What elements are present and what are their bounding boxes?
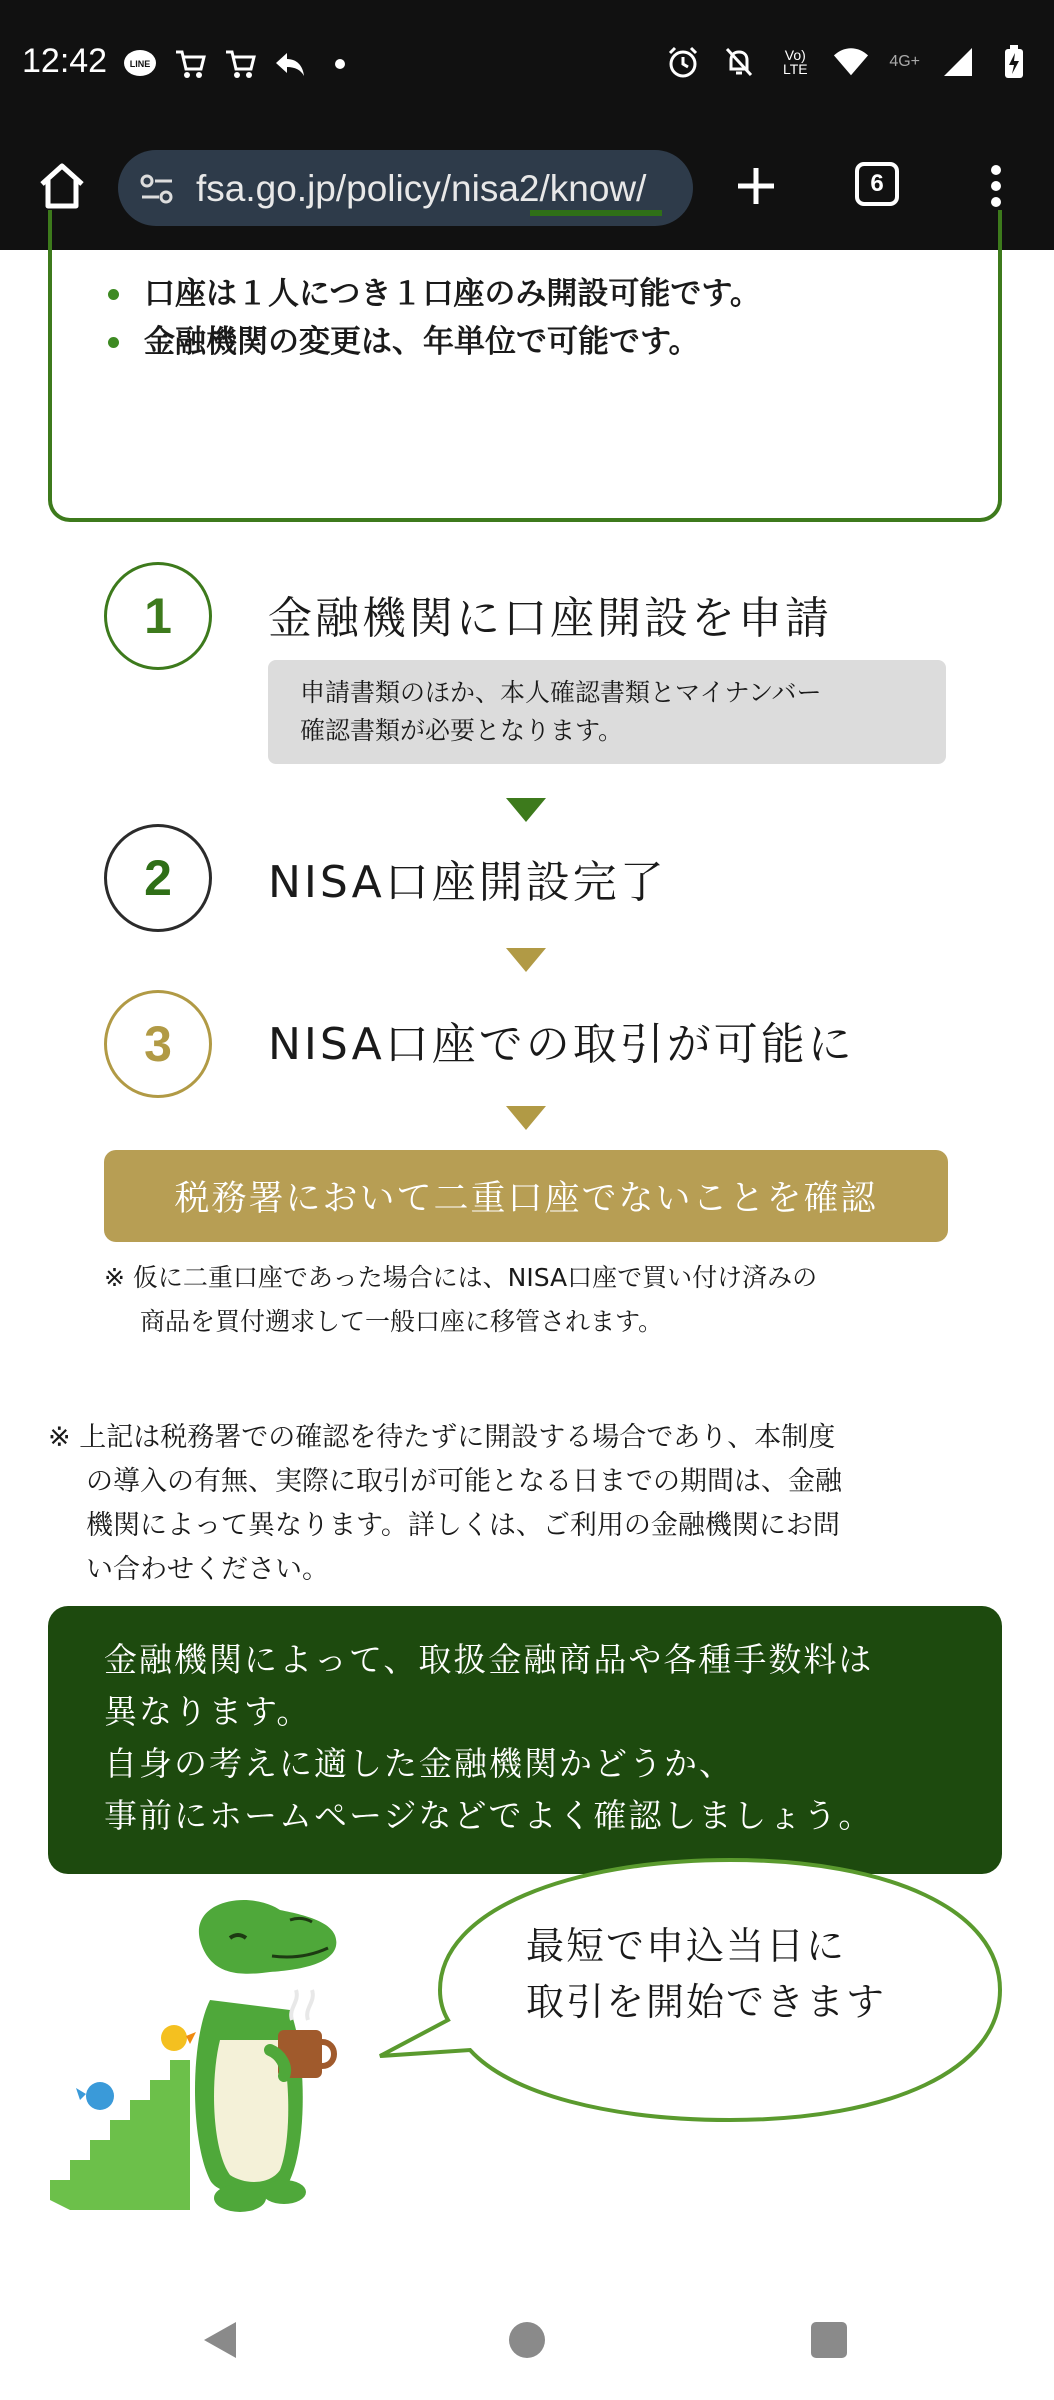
system-status-icons xyxy=(665,44,1032,80)
network-type: 4G+ xyxy=(889,53,920,70)
home-icon xyxy=(34,158,90,214)
more-vert-icon xyxy=(978,158,1014,214)
status-time: 12:42 xyxy=(22,42,108,80)
list-item: 金融機関の変更は、年単位で可能です。 xyxy=(108,318,761,366)
step-title-1: 金融機関に口座開設を申請 xyxy=(268,593,832,644)
step-arrow xyxy=(506,1106,546,1130)
cart-icon xyxy=(222,46,258,82)
status-bar xyxy=(0,0,1054,128)
alarm-icon xyxy=(665,44,701,80)
dot-icon xyxy=(322,46,358,82)
back-icon[interactable] xyxy=(202,2320,238,2360)
step-arrow xyxy=(506,948,546,972)
remark-note: ※ 上記は税務署での確認を待たずに開設する場合であり、本制度 の導入の有無、実際に取引が可能となる日までの期間は、金融 機関によって異なります。詳しくは、ご利用の金融機関にお問 い合わせください。 xyxy=(48,1422,842,1585)
tab-switcher-button[interactable]: 6 xyxy=(855,162,899,206)
url-text: fsa.go.jp/policy/nisa2/know/ xyxy=(196,168,647,209)
tax-office-check-banner: 税務署において二重口座でないことを確認 xyxy=(104,1150,948,1242)
home-icon[interactable] xyxy=(509,2322,545,2358)
page-content xyxy=(0,250,1054,2280)
info-box xyxy=(48,210,1002,522)
crocodile-mascot-illustration xyxy=(40,1880,400,2240)
browser-menu-button[interactable] xyxy=(978,158,1014,214)
info-box-tab xyxy=(530,210,662,216)
speech-bubble-text: 最短で申込当日に 取引を開始できます xyxy=(526,1924,887,2024)
step-title-2: NISA口座開設完了 xyxy=(268,857,667,908)
system-navigation-bar xyxy=(0,2280,1054,2400)
svg-text:LINE: LINE xyxy=(129,59,151,69)
home-button[interactable] xyxy=(34,158,90,214)
advice-box: 金融機関によって、取扱金融商品や各種手数料は 異なります。 自身の考えに適した金融機関かどうか、 事前にホームページなどでよく確認しましょう。 xyxy=(48,1606,1002,1874)
step-1-note: 申請書類のほか、本人確認書類とマイナンバー 確認書類が必要となります。 xyxy=(268,660,946,764)
wifi-icon xyxy=(833,44,869,80)
recents-icon[interactable] xyxy=(811,2322,847,2358)
step-number-1: 1 xyxy=(104,562,212,670)
step-number-2: 2 xyxy=(104,824,212,932)
bell-off-icon xyxy=(721,44,757,80)
volte-icon: Vo) LTE xyxy=(782,47,808,77)
notification-icons xyxy=(122,46,358,82)
line-icon xyxy=(122,46,158,82)
step-number-3: 3 xyxy=(104,990,212,1098)
new-tab-button[interactable] xyxy=(728,158,784,214)
info-list xyxy=(108,270,761,366)
reply-icon xyxy=(272,46,308,82)
plus-icon xyxy=(728,158,784,214)
step-title-3: NISA口座での取引が可能に xyxy=(268,1019,855,1070)
cart-icon xyxy=(172,46,208,82)
signal-icon xyxy=(940,44,976,80)
battery-charging-icon xyxy=(996,44,1032,80)
list-item: 口座は１人につき１口座のみ開設可能です。 xyxy=(108,270,761,318)
site-settings-icon[interactable] xyxy=(138,170,176,208)
tax-note: ※ 仮に二重口座であった場合には、NISA口座で買い付け済みの 商品を買付遡求して一般口座に移管されます。 xyxy=(104,1263,818,1336)
step-arrow xyxy=(506,798,546,822)
